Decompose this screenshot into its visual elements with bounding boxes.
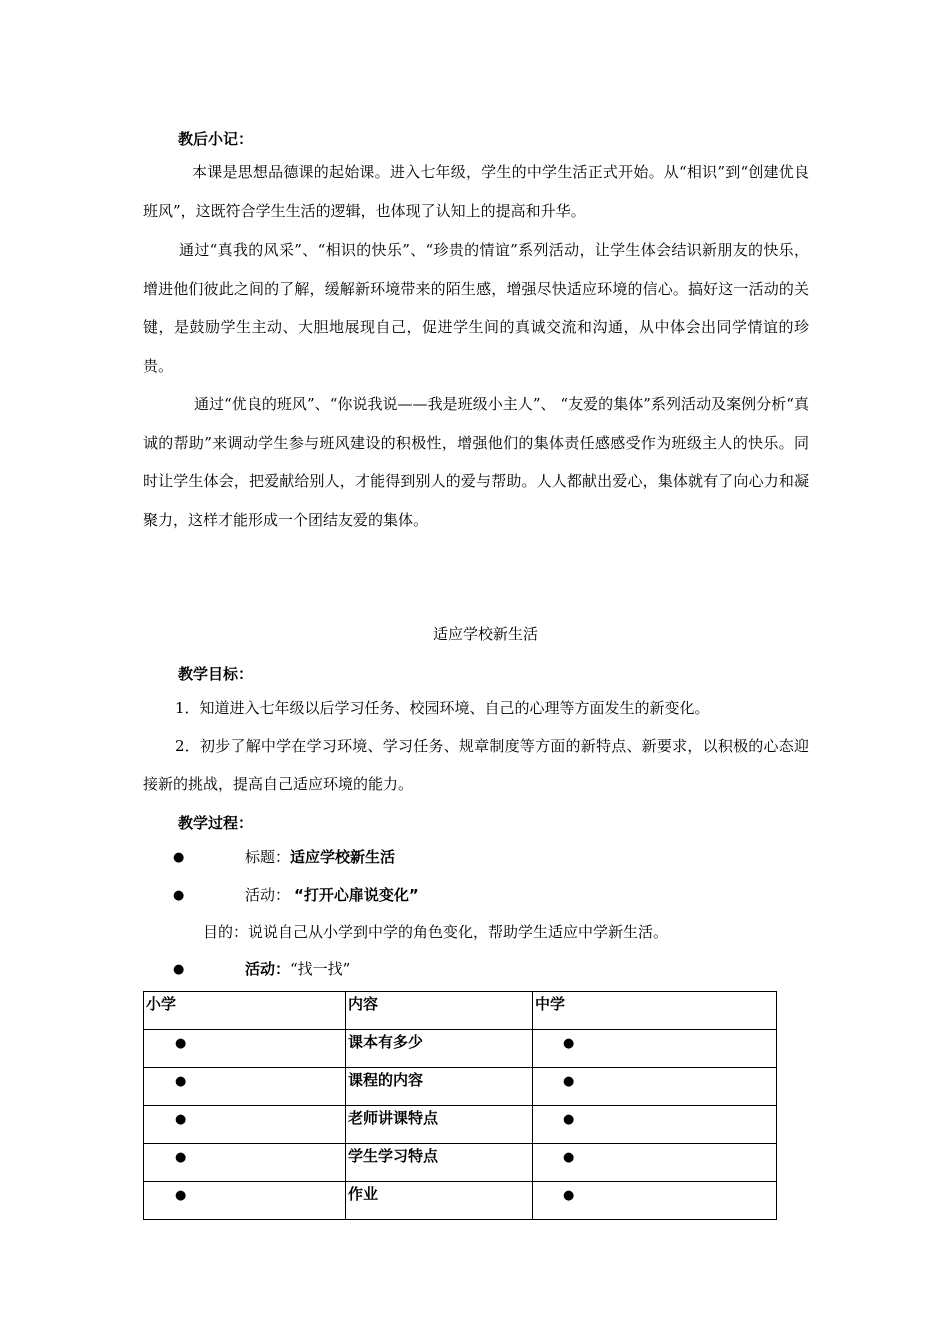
table-row (144, 1144, 777, 1182)
table-cell-content: 课程的内容 (346, 1068, 533, 1106)
lesson-title: 适应学校新生活 (433, 625, 539, 643)
bullet-icon: ● (173, 850, 185, 865)
table-row (144, 1106, 777, 1144)
bullet-icon: ● (563, 1074, 575, 1089)
bullet-icon: ● (175, 1112, 187, 1127)
reflection-paragraph-2: 通过“真我的风采”、“相识的快乐”、“珍贵的情谊”系列活动，让学生体会结识新朋友的快乐，增进他们彼此之间的了解，缓解新环境带来的陌生感，增强尽快适应环境的信心。搞好这一活动的关键，是鼓励学生主动、大胆地展现自己，促进学生间的真诚交流和沟通，从中体会出同学情谊的珍贵。 (143, 241, 809, 375)
process-heading: 教学过程： (178, 814, 254, 832)
item-label: 标题： (245, 848, 291, 866)
goal-1: 1．知道进入七年级以后学习任务、校园环境、自己的心理等方面发生的新变化。 (175, 699, 710, 717)
reflection-paragraph-3: 通过“优良的班风”、“你说我说——我是班级小主人”、 “友爱的集体”系列活动及案例分析“真诚的帮助”来调动学生参与班风建设的积极性，增强他们的集体责任感感受作为班级主人的快乐。同时让学生体会，把爱献给别人，才能得到别人的爱与帮助。人人都献出爱心，集体就有了向心力和凝聚力，这样才能形成一个团结友爱的集体。 (143, 395, 809, 529)
bullet-icon: ● (175, 1188, 187, 1203)
item-value: “找一找” (290, 960, 351, 978)
table-row (144, 1182, 777, 1220)
bullet-icon: ● (175, 1036, 187, 1051)
header-cell-primary: 小学 (144, 992, 346, 1030)
item-title-row (245, 846, 395, 867)
bullet-icon: ● (175, 1074, 187, 1089)
header-cell-middle: 中学 (533, 992, 777, 1030)
bullet-icon: ● (563, 1036, 575, 1051)
item-value: “打开心扉说变化” (294, 886, 419, 904)
bullet-icon: ● (175, 1150, 187, 1165)
header-cell-content: 内容 (346, 992, 533, 1030)
item-activity-row (245, 884, 419, 905)
bullet-item (173, 846, 184, 865)
goals-heading: 教学目标： (178, 665, 254, 683)
bullet-item (173, 958, 184, 977)
item-value: 适应学校新生活 (290, 848, 396, 866)
bullet-item (173, 884, 184, 903)
comparison-table (143, 991, 777, 1220)
table-cell-content: 学生学习特点 (346, 1144, 533, 1182)
table-header-row (144, 992, 777, 1030)
table-cell-content: 作业 (346, 1182, 533, 1220)
reflection-paragraph-1: 本课是思想品德课的起始课。进入七年级，学生的中学生活正式开始。从“相识”到“创建优良班风”，这既符合学生生活的逻辑，也体现了认知上的提高和升华。 (143, 163, 809, 220)
bullet-icon: ● (173, 962, 185, 977)
goal-2: 2．初步了解中学在学习环境、学习任务、规章制度等方面的新特点、新要求，以积极的心态迎接新的挑战，提高自己适应环境的能力。 (143, 737, 809, 793)
bullet-icon: ● (563, 1188, 575, 1203)
bullet-icon: ● (563, 1112, 575, 1127)
item-label: 活动： (245, 886, 291, 904)
table-cell-content: 老师讲课特点 (346, 1106, 533, 1144)
table-row (144, 1068, 777, 1106)
item-label: 活动： (245, 960, 291, 978)
item-activity-row-2 (245, 958, 350, 979)
table-row (144, 1030, 777, 1068)
table-cell-content: 课本有多少 (346, 1030, 533, 1068)
purpose-text: 目的：说说自己从小学到中学的角色变化，帮助学生适应中学新生活。 (203, 923, 669, 941)
bullet-icon: ● (563, 1150, 575, 1165)
reflection-heading: 教后小记： (178, 130, 254, 148)
bullet-icon: ● (173, 888, 185, 903)
